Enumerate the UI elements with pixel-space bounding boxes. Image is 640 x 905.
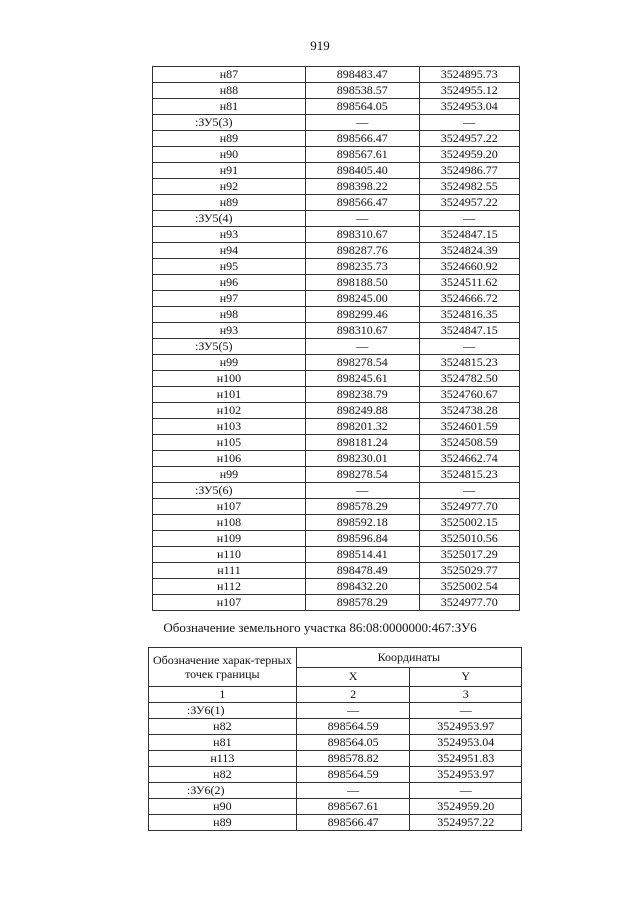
coord-x: — [296,703,410,719]
point-label: н90 [153,147,306,163]
coord-y: 3524815.23 [419,467,519,483]
coord-y: 3524959.20 [419,147,519,163]
coord-y: 3524953.04 [410,735,522,751]
point-label: н110 [153,547,306,563]
table-row [153,547,520,563]
coord-y: 3524982.55 [419,179,519,195]
point-label: н90 [149,799,297,815]
coord-y: 3524662.74 [419,451,519,467]
coord-x: 898245.00 [305,291,419,307]
table-row [153,515,520,531]
table-row [153,387,520,403]
point-label: н94 [153,243,306,259]
column-number-2: 2 [296,687,410,703]
coord-y: 3524508.59 [419,435,519,451]
coord-x: 898566.47 [296,815,410,831]
column-number-1: 1 [149,687,297,703]
coord-y: 3524660.92 [419,259,519,275]
point-label: :ЗУ6(2) [149,783,297,799]
table-row [153,179,520,195]
point-label: н97 [153,291,306,307]
coord-y: — [419,483,519,499]
coord-y: 3524666.72 [419,291,519,307]
coord-x: 898578.82 [296,751,410,767]
point-label: н112 [153,579,306,595]
table-row [149,815,522,831]
table-row [153,579,520,595]
coord-y: 3524815.23 [419,355,519,371]
coord-y: 3524895.73 [419,67,519,83]
table-row [153,595,520,611]
table-row [153,563,520,579]
coord-x: 898287.76 [305,243,419,259]
table-row [153,83,520,99]
coord-x: — [305,211,419,227]
table-row [153,195,520,211]
table-row [149,703,522,719]
coord-y: 3524957.22 [419,131,519,147]
coord-x: 898564.05 [305,99,419,115]
point-label: н93 [153,323,306,339]
point-label: н93 [153,227,306,243]
table-row [149,751,522,767]
coord-x: 898188.50 [305,275,419,291]
point-label: н100 [153,371,306,387]
coord-y: 3524986.77 [419,163,519,179]
table-header-row [149,648,522,668]
table-row [149,799,522,815]
table-row [153,307,520,323]
coord-y: 3524601.59 [419,419,519,435]
coord-y: 3524738.28 [419,403,519,419]
point-label: н81 [149,735,297,751]
column-number-3: 3 [410,687,522,703]
point-label: н99 [153,355,306,371]
coordinates-table-zu5 [152,66,520,611]
coord-x: 898278.54 [305,355,419,371]
point-label: н89 [149,815,297,831]
coord-y: 3524816.35 [419,307,519,323]
coord-x: 898592.18 [305,515,419,531]
point-label: н89 [153,131,306,147]
point-label: н113 [149,751,297,767]
coord-x: 898299.46 [305,307,419,323]
coord-x: 898514.41 [305,547,419,563]
coord-x: 898310.67 [305,323,419,339]
table-row [149,783,522,799]
coord-x: 898566.47 [305,131,419,147]
coord-x: 898278.54 [305,467,419,483]
coord-x: 898432.20 [305,579,419,595]
coord-x: 898538.57 [305,83,419,99]
coord-x: 898230.01 [305,451,419,467]
coord-x: 898478.49 [305,563,419,579]
coord-x: 898566.47 [305,195,419,211]
coord-x: — [305,483,419,499]
coord-x: 898201.32 [305,419,419,435]
header-x: X [296,667,410,687]
coord-y: 3524977.70 [419,499,519,515]
coord-x: 898398.22 [305,179,419,195]
table-row [153,275,520,291]
point-label: н103 [153,419,306,435]
table-row [153,419,520,435]
point-label: :ЗУ5(6) [153,483,306,499]
table-row [153,323,520,339]
table-row [153,499,520,515]
coord-x: 898405.40 [305,163,419,179]
table-row [149,719,522,735]
coord-y: 3525002.54 [419,579,519,595]
point-label: н82 [149,719,297,735]
table-row [153,163,520,179]
table-row [149,767,522,783]
point-label: н96 [153,275,306,291]
coord-x: 898567.61 [296,799,410,815]
coord-y: 3525002.15 [419,515,519,531]
coord-y: 3524847.15 [419,323,519,339]
coord-x: 898235.73 [305,259,419,275]
point-label: :ЗУ5(5) [153,339,306,355]
coord-x: 898238.79 [305,387,419,403]
point-label: н88 [153,83,306,99]
coord-y: 3524957.22 [419,195,519,211]
table-row [153,259,520,275]
table-row [153,339,520,355]
coord-x: 898245.61 [305,371,419,387]
coord-x: 898564.05 [296,735,410,751]
table-row [153,291,520,307]
page-number: 919 [310,38,330,53]
point-label: :ЗУ5(3) [153,115,306,131]
point-label: н95 [153,259,306,275]
coord-y: — [410,703,522,719]
table-row [149,735,522,751]
coord-y: 3524977.70 [419,595,519,611]
header-y: Y [410,667,522,687]
table-row [153,243,520,259]
coord-x: 898310.67 [305,227,419,243]
table-row [153,435,520,451]
coord-y: 3524953.04 [419,99,519,115]
coord-x: 898567.61 [305,147,419,163]
table-row [153,227,520,243]
coord-y: 3524957.22 [410,815,522,831]
point-label: н92 [153,179,306,195]
table-row [153,451,520,467]
coord-y: 3524760.67 [419,387,519,403]
coord-x: 898483.47 [305,67,419,83]
coord-y: 3525029.77 [419,563,519,579]
header-coordinates: Координаты [296,648,521,668]
section-heading: Обозначение земельного участка 86:08:0000000:467:ЗУ6 [163,620,477,635]
header-boundary-points: Обозначение харак-терных точек границы [149,648,297,687]
coord-y: 3524782.50 [419,371,519,387]
coord-x: 898578.29 [305,595,419,611]
coord-y: 3525010.56 [419,531,519,547]
point-label: н82 [149,767,297,783]
coord-x: 898564.59 [296,767,410,783]
coord-x: 898578.29 [305,499,419,515]
table-row [153,531,520,547]
point-label: :ЗУ6(1) [149,703,297,719]
coord-y: 3525017.29 [419,547,519,563]
point-label: н106 [153,451,306,467]
coord-y: — [419,211,519,227]
coord-y: 3524953.97 [410,767,522,783]
coord-y: 3524953.97 [410,719,522,735]
coord-y: 3524951.83 [410,751,522,767]
point-label: н98 [153,307,306,323]
point-label: н81 [153,99,306,115]
coord-y: 3524955.12 [419,83,519,99]
point-label: н108 [153,515,306,531]
table-row [153,131,520,147]
point-label: н109 [153,531,306,547]
coord-x: — [305,115,419,131]
table-row [153,211,520,227]
point-label: н87 [153,67,306,83]
coord-y: — [419,339,519,355]
point-label: н101 [153,387,306,403]
point-label: н107 [153,499,306,515]
table-row [153,147,520,163]
point-label: н99 [153,467,306,483]
point-label: н91 [153,163,306,179]
coord-y: 3524511.62 [419,275,519,291]
coord-x: — [296,783,410,799]
point-label: н89 [153,195,306,211]
table-row [153,99,520,115]
coord-y: 3524959.20 [410,799,522,815]
coord-x: 898564.59 [296,719,410,735]
table-row [153,371,520,387]
table-row [153,403,520,419]
table-row [153,67,520,83]
coordinates-table-zu6 [148,647,522,831]
coord-x: 898181.24 [305,435,419,451]
point-label: н107 [153,595,306,611]
coord-y: 3524824.39 [419,243,519,259]
point-label: н111 [153,563,306,579]
table-row [153,115,520,131]
point-label: :ЗУ5(4) [153,211,306,227]
coord-y: — [410,783,522,799]
column-number-row [149,687,522,703]
table-row [153,467,520,483]
coord-x: 898596.84 [305,531,419,547]
coord-x: 898249.88 [305,403,419,419]
point-label: н102 [153,403,306,419]
coord-y: 3524847.15 [419,227,519,243]
coord-x: — [305,339,419,355]
table-row [153,483,520,499]
table-row [153,355,520,371]
point-label: н105 [153,435,306,451]
coord-y: — [419,115,519,131]
